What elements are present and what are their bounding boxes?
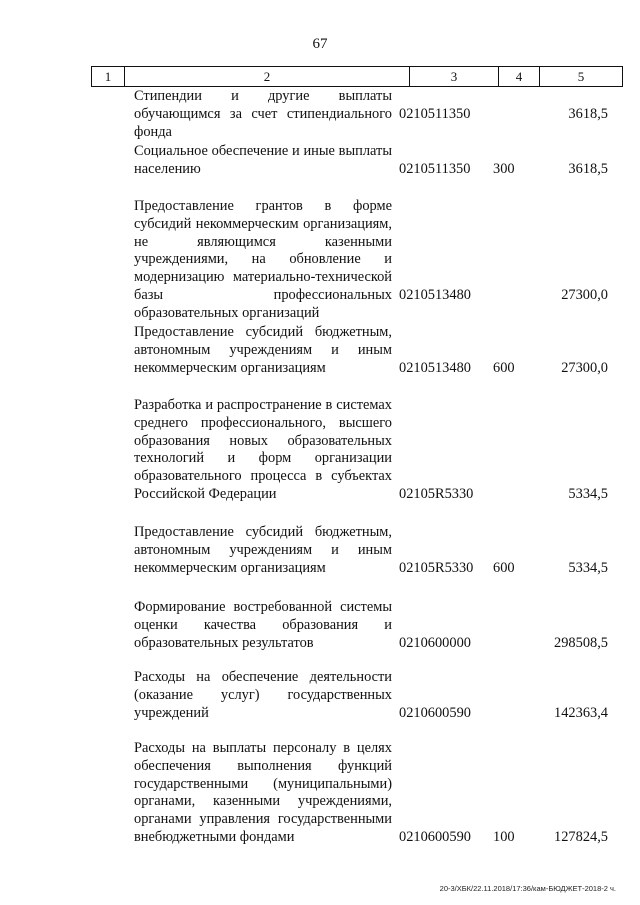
row-amount: 3618,5 — [568, 105, 608, 122]
row-description: Предоставление субсидий бюджетным, автономным учреждениям и иным некоммерческим организациям — [134, 524, 392, 576]
row-code: 0210513480 — [399, 359, 471, 376]
row-code: 0210511350 — [399, 105, 471, 122]
row-code: 0210513480 — [399, 287, 471, 303]
header-col-3: 3 — [410, 67, 499, 86]
row-group: 600 — [493, 359, 515, 376]
row-amount: 142363,4 — [554, 704, 608, 721]
header-col-5: 5 — [577, 69, 585, 84]
table-header — [91, 66, 623, 87]
row-description: Социальное обеспечение и иные выплаты населению — [134, 143, 392, 177]
row-group: 300 — [493, 160, 515, 177]
row-amount: 5334,5 — [568, 559, 608, 576]
row-amount: 3618,5 — [568, 160, 608, 177]
row-code: 02105R5330 — [399, 559, 474, 576]
row-code: 0210600590 — [399, 704, 471, 721]
row-amount: 127824,5 — [554, 829, 608, 845]
document-footer: 20-3/ХБК/22.11.2018/17:36/кам-БЮДЖЕТ-2018-2 ч. — [439, 884, 616, 893]
row-group: 100 — [493, 829, 515, 845]
row-amount: 5334,5 — [568, 486, 608, 502]
row-code: 0210600590 — [399, 829, 471, 845]
row-group: 600 — [493, 559, 515, 576]
row-description: Формирование востребованной системы оценки качества образования и образовательных результатов — [134, 599, 392, 651]
row-description: Расходы на обеспечение деятельности (оказание услуг) государственных учреждений — [134, 669, 392, 721]
row-description: Расходы на выплаты персоналу в целях обеспечения выполнения функций государственными (муниципальными) органами, казенными учреждениями, органами управления государственными внебюджетными фондами — [134, 740, 392, 845]
row-description: Предоставление грантов в форме субсидий некоммерческим организациям, не являющимся казенными учреждениями, на обновление и модернизацию материально-технической базы профессиональных образовательных организаций — [134, 198, 392, 321]
row-amount: 27300,0 — [561, 287, 608, 303]
row-code: 02105R5330 — [399, 486, 474, 502]
row-description: Предоставление субсидий бюджетным, автономным учреждениям и иным некоммерческим организациям — [134, 324, 392, 376]
header-col-1: 1 — [92, 67, 125, 86]
page-number: 67 — [312, 36, 328, 52]
row-code: 0210600000 — [399, 634, 471, 651]
row-code: 0210511350 — [399, 160, 471, 177]
row-description: Разработка и распространение в системах среднего профессионального, высшего образования новых образовательных технологий и форм организации образовательного процесса в субъектах Российской Федерации — [134, 397, 392, 502]
row-description: Стипендии и другие выплаты обучающимся за счет стипендиального фонда — [134, 88, 392, 140]
header-col-2: 2 — [125, 67, 410, 86]
row-amount: 27300,0 — [561, 359, 608, 376]
row-amount: 298508,5 — [554, 634, 608, 651]
header-col-4: 4 — [499, 67, 540, 86]
